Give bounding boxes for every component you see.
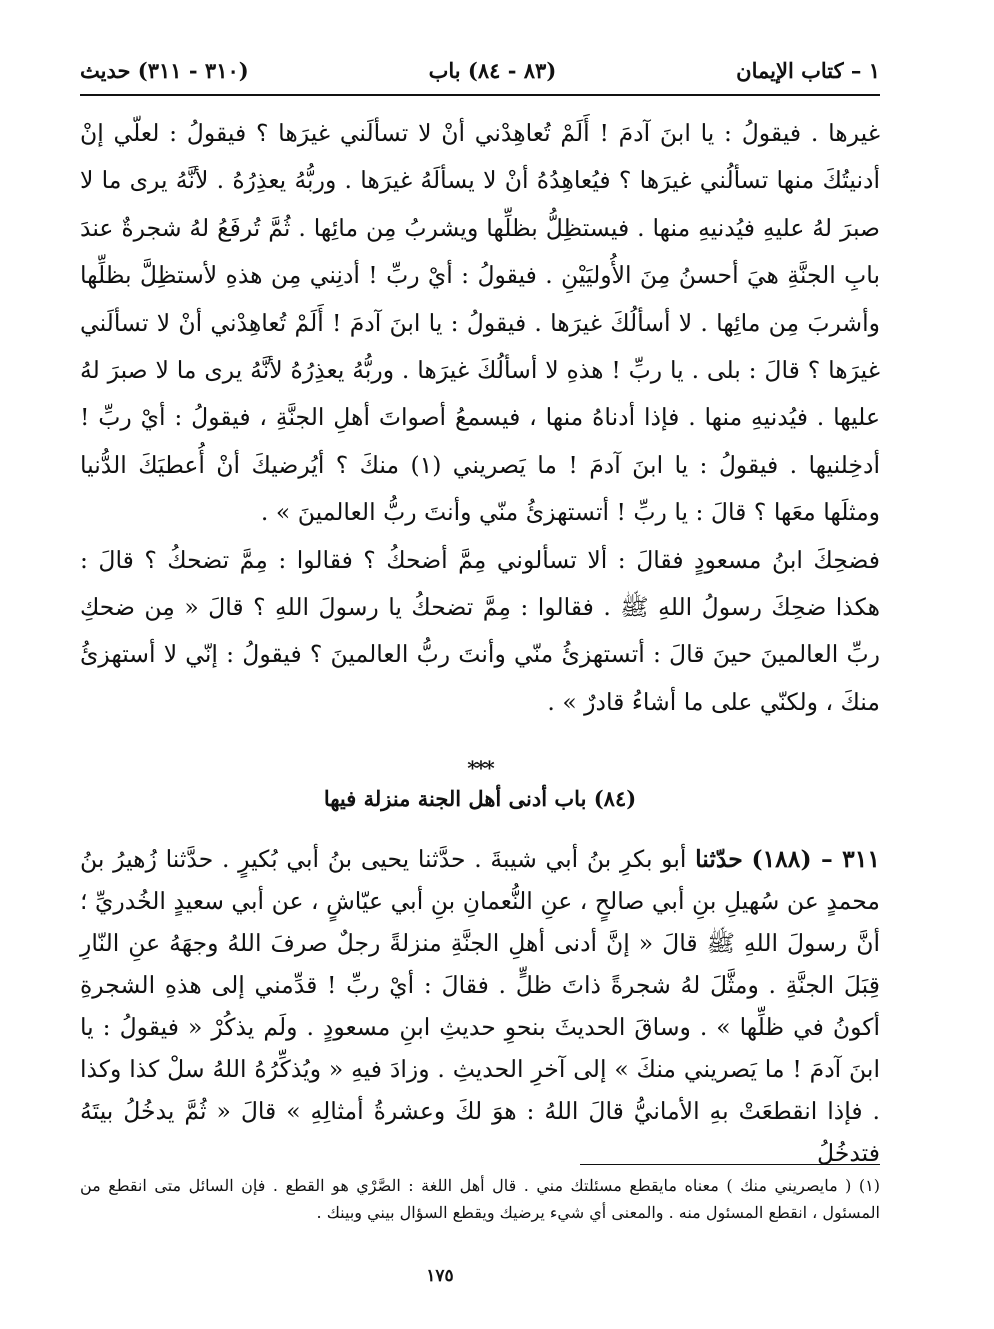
hadith-number: ٣١١ – (١٨٨) [751, 845, 880, 873]
paragraph: غيرها . فيقولُ : يا ابنَ آدمَ ! أَلَمْ تُعاهِدْني أنْ لا تسألَني غيرَها ؟ فيقولُ : لعلّي إنْ أدنيتُكَ منها تسألُني غيرَها ؟ فيُعاهِدُهُ أنْ لا يسألَهُ غيرَها . وربُّهُ يعذِرُهُ . لأنَّهُ يرى ما لا صبرَ لهُ عليهِ فيُدنيهِ منها . فيستظِلُّ بظلِّها ويشربُ مِن مائِها . ثُمَّ تُرفَعُ لهُ شجرةٌ عندَ بابِ الجنَّةِ هيَ أحسنُ مِنَ الأُوليَيْنِ . فيقولُ : أيْ ربِّ ! أدنِني مِن هذهِ لأستظِلَّ بظلِّها وأشربَ مِن مائِها . لا أسألُكَ غيرَها . فيقولُ : يا ابنَ آدمَ ! أَلَمْ تُعاهِدْني أنْ لا تسألَني غيرَها ؟ قالَ : بلى . يا ربِّ ! هذهِ لا أسألُكَ غيرَها . وربُّهُ يعذِرُهُ لأنَّهُ يرى ما لا صبرَ لهُ عليها . فيُدنيهِ منها . فإذا أدناهُ منها ، فيسمعُ أصواتَ أهلِ الجنَّةِ ، فيقولُ : أيْ ربِّ ! أدخِلنيها . فيقولُ : يا ابنَ آدمَ ! ما يَصريني (١) منكَ ؟ أيُرضيكَ أنْ أُعطيَكَ الدُّنيا ومثلَها معَها ؟ قالَ : يا ربِّ ! أتستهزئُ منّي وأنتَ ربُّ العالمينَ » . [80, 119, 880, 527]
hadith-block [80, 838, 880, 1174]
footnote-divider [580, 1164, 880, 1165]
running-header [80, 48, 880, 92]
header-divider [80, 94, 880, 96]
narration-opener: حدّثنا [695, 845, 743, 873]
paragraph: فضحِكَ ابنُ مسعودٍ فقالَ : ألا تسألوني مِمَّ أضحكُ ؟ فقالوا : مِمَّ تضحكُ ؟ قالَ : هكذا ضحِكَ رسولُ اللهِ ﷺ . فقالوا : مِمَّ تضحكُ يا رسولَ اللهِ ؟ قالَ « مِن ضحكِ ربِّ العالمينَ حينَ قالَ : أتستهزئُ منّي وأنتَ ربُّ العالمينَ ؟ فيقولُ : إنّي لا أستهزئُ منكَ ، ولكنّي على ما أشاءُ قادرٌ » . [80, 545, 880, 716]
page-number: ١٧٥ [426, 1266, 454, 1286]
hadith-reference: (٣١٠ - ٣١١) حديث [80, 57, 249, 83]
book-title: ١ – كتاب الإيمان [736, 57, 880, 83]
book-page [80, 48, 880, 1298]
chapter-heading: (٨٤) باب أدنى أهل الجنة منزلة فيها [323, 786, 637, 811]
hadith-text: أبو بكرِ بنُ أبي شيبةَ . حدَّثنا يحيى بنُ أبي بُكيرٍ . حدَّثنا زُهيرُ بنُ محمدٍ عن سُهيلِ بنِ أبي صالحٍ ، عنِ النُّعمانِ بنِ أبي عيّاشٍ ، عن أبي سعيدٍ الخُدريِّ ؛ أنَّ رسولَ اللهِ ﷺ قالَ « إنَّ أدنى أهلِ الجنَّةِ منزلةً رجلٌ صرفَ اللهُ وجهَهُ عنِ النّارِ قِبَلَ الجنَّةِ . ومثَّلَ لهُ شجرةً ذاتَ ظلٍّ . فقالَ : أيْ ربِّ ! قدِّمني إلى هذهِ الشجرةِ أكونُ في ظلِّها » . وساقَ الحديثَ بنحوِ حديثِ ابنِ مسعودٍ . ولَم يذكُرْ « فيقولُ : يا ابنَ آدمَ ! ما يَصريني منكَ » إلى آخرِ الحديثِ . وزادَ فيهِ « ويُذكِّرُهُ اللهُ سلْ كذا وكذا . فإذا انقطعَتْ بهِ الأمانيُّ قالَ اللهُ : هوَ لكَ وعشرةُ أمثالِهِ » قالَ « ثُمَّ يدخُلُ بيتَهُ فتدخُلُ [80, 845, 880, 1167]
footnote: (١) ( مايصريني منك ) معناه مايقطع مسئلتك مني . قال أهل اللغة : الصَّرْي هو القطع . فإن السائل متى انقطع من المسئول ، انقطع المسئول منه . والمعنى أي شيء يرضيك ويقطع السؤال بيني وبينك . [80, 1176, 880, 1222]
section-separator: *** [467, 756, 493, 780]
main-text [80, 110, 880, 726]
chapter-reference: (٨٣ - ٨٤) باب [428, 57, 557, 83]
